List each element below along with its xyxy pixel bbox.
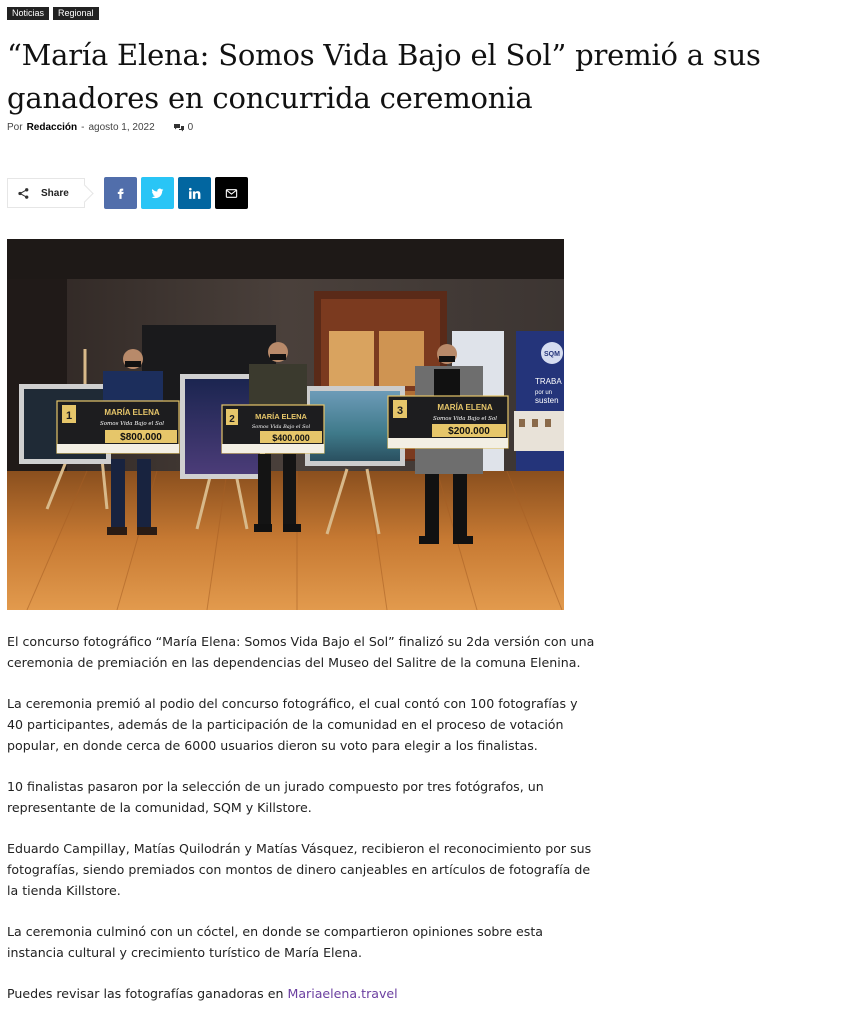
facebook-share-button[interactable] [104,177,137,209]
prize-1-place: 1 [65,410,73,422]
paragraph-6 [7,983,597,1004]
share-label: Share [41,187,69,199]
article-title: “María Elena: Somos Vida Bajo el Sol” premió a sus ganadores en concurrida ceremonia [7,38,761,115]
paragraph-4: Eduardo Campillay, Matías Quilodrán y Matías Vásquez, recibieron el reconocimiento por sus fotografías, siendo premiados con montos de dinero canjeables en artículos de fotografía de la tienda Killstore. [7,841,592,898]
prize-1-slogan: Somos Vida Bajo el Sol [99,421,165,427]
prize-3-slogan: Somos Vida Bajo el Sol [432,416,498,422]
prize-2-place: 2 [229,414,235,425]
email-icon [225,187,238,200]
prize-3-brand: MARÍA ELENA [437,403,493,412]
photo-banner-line-3: susten [535,396,559,405]
paragraph-6-text: Puedes revisar las fotografías ganadoras en [7,986,288,1001]
paragraph-3: 10 finalistas pasaron por la selección de un jurado compuesto por tres fotógrafos, un representante de la comunidad, SQM y Killstore. [7,779,544,815]
paragraph-2: La ceremonia premió al podio del concurso fotográfico, el cual contó con 100 fotografías y 40 participantes, además de la participación de la comunidad en el proceso de votación popular, en donde cerca de 6000 usuarios dieron su voto para elegir a los finalistas. [7,696,578,753]
article-meta [7,122,193,133]
photo-banner-line-2: por un [535,390,553,396]
prize-1-amount: $800.000 [120,432,162,443]
category-regional[interactable]: Regional [53,7,99,20]
photo-banner-logo: SQM [544,351,560,358]
social-buttons [104,177,248,209]
linkedin-icon [188,187,201,200]
comments-link[interactable] [173,122,194,133]
paragraph-5: La ceremonia culminó con un cóctel, en donde se compartieron opiniones sobre esta instancia cultural y crecimiento turístico de María Elena. [7,924,544,960]
article-body [7,631,597,1024]
twitter-icon [151,187,164,200]
publish-date: agosto 1, 2022 [88,122,155,133]
photo-banner-line-1: TRABA [535,377,562,386]
author-link[interactable]: Redacción [26,122,78,133]
prize-2-slogan: Somos Vida Bajo el Sol [251,424,311,430]
facebook-icon [114,187,127,200]
prize-2-brand: MARÍA ELENA [255,412,307,421]
comments-icon [173,123,185,132]
prize-3-place: 3 [396,405,404,417]
mariaelena-travel-link[interactable]: Mariaelena.travel [287,986,398,1001]
category-noticias[interactable]: Noticias [7,7,49,20]
paragraph-1: El concurso fotográfico “María Elena: Somos Vida Bajo el Sol” finalizó su 2da versión con una ceremonia de premiación en las dependencias del Museo del Salitre de la comuna Elenina. [7,634,595,670]
meta-separator: - [81,122,85,133]
share-icon [18,188,29,199]
meta-by: Por [7,122,23,133]
prize-3-amount: $200.000 [448,426,490,437]
comment-count: 0 [187,122,194,133]
linkedin-share-button[interactable] [178,177,211,209]
article-photo [7,239,564,610]
prize-2-amount: $400.000 [272,433,310,443]
prize-1-brand: MARÍA ELENA [104,408,160,417]
twitter-share-button[interactable] [141,177,174,209]
category-tags [7,7,99,20]
email-share-button[interactable] [215,177,248,209]
share-bar [7,177,248,209]
share-button[interactable] [7,178,85,208]
